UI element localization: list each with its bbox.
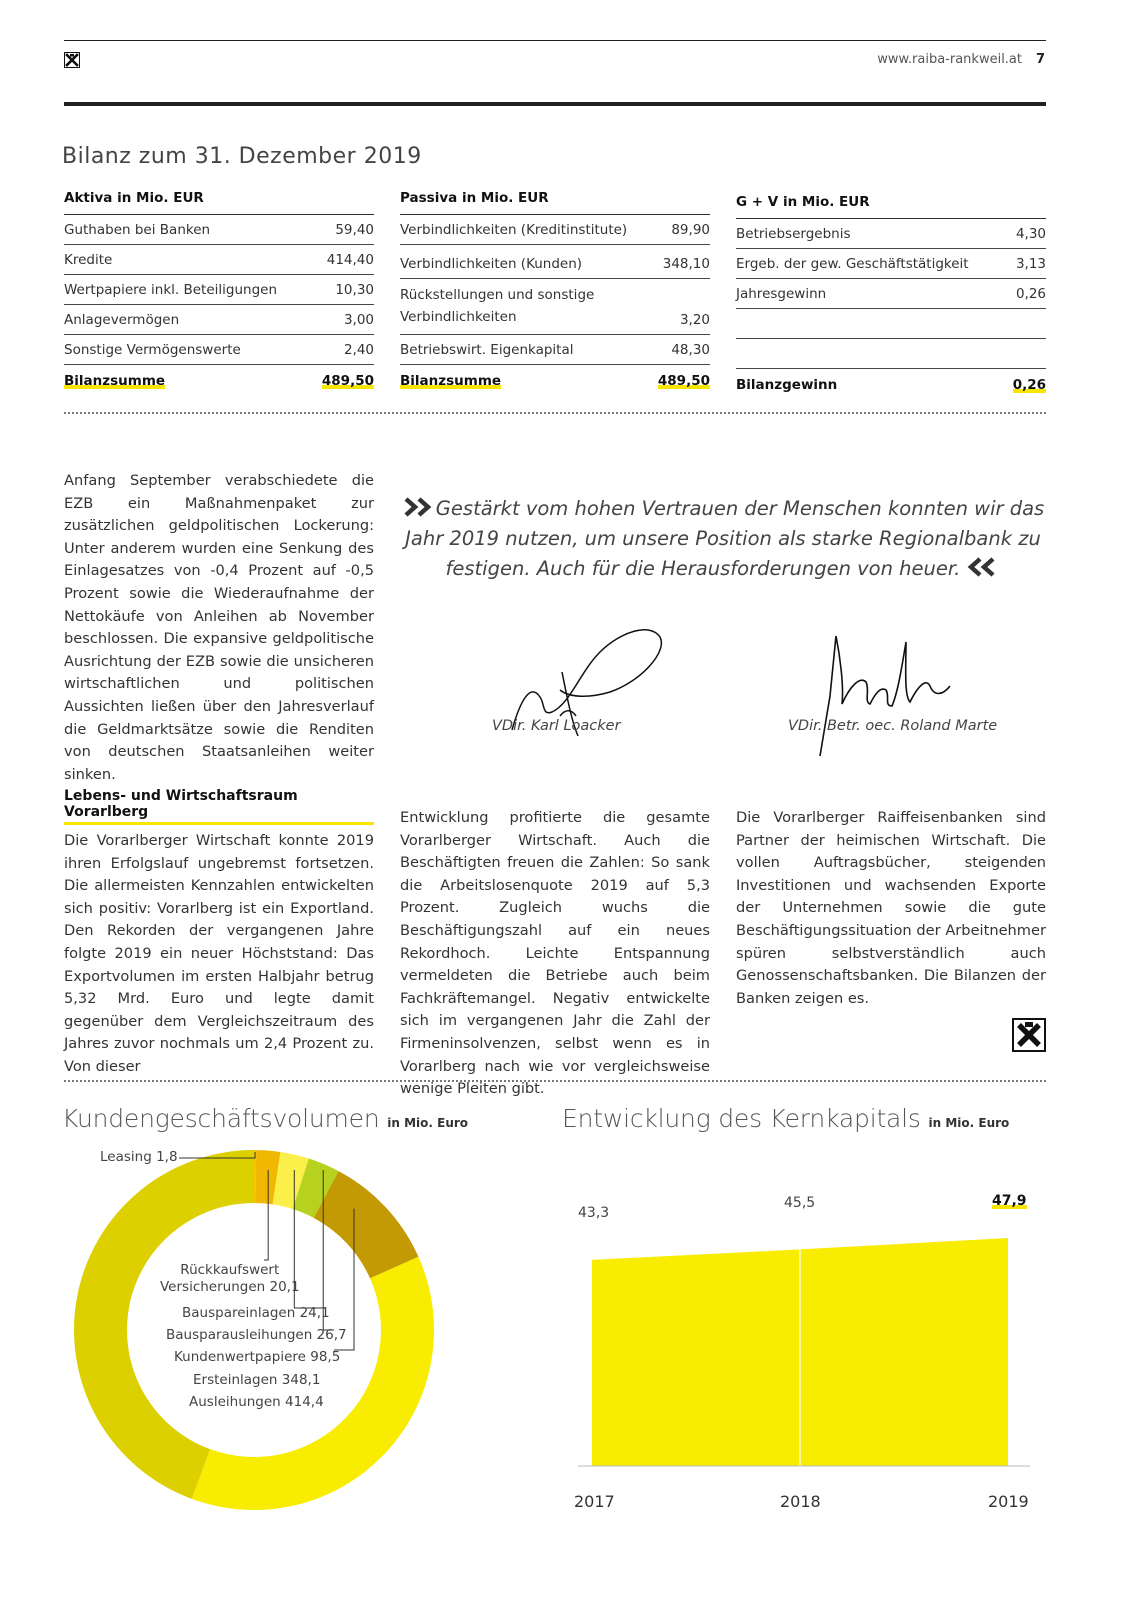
- signature-marte: [810, 626, 960, 760]
- body-column-3: Die Vorarlberger Raiffeisenbanken sind Partner der heimischen Wirtschaft. Die vollen Auftragsbücher, steigenden Investitionen und wachsenden Exporte der Unternehmen sowie die gute Beschäftigungssituation der Arbeitnehmer spüren selbstverständlich auch Genossenschaftsbanken. Die Bilanzen der Banken zeigen es.: [736, 809, 1046, 1007]
- raiffeisen-logo-icon: [64, 52, 80, 68]
- row-value: 59,40: [335, 222, 374, 238]
- header-top-rule: [64, 40, 1046, 41]
- total-row: [736, 369, 1046, 399]
- row-label: Verbindlichkeiten (Kunden): [400, 256, 583, 272]
- total-value: 489,50: [321, 373, 374, 389]
- donut-label-ausleihungen: Ausleihungen 414,4: [189, 1394, 324, 1410]
- row-label: Wertpapiere inkl. Beteiligungen: [64, 282, 278, 298]
- table-row: [400, 279, 710, 335]
- donut-label-leasing: Leasing 1,8: [100, 1149, 178, 1165]
- row-label-line1: Rückstellungen und sonstige: [400, 287, 595, 303]
- table-row: [64, 275, 374, 305]
- area-value-2018: 45,5: [784, 1195, 816, 1211]
- total-row: [64, 365, 374, 395]
- row-value: 348,10: [662, 256, 710, 272]
- area-unit: in Mio. Euro: [928, 1116, 1010, 1130]
- row-value: 3,00: [343, 312, 374, 328]
- signature-name-left: VDir. Karl Loacker: [492, 718, 621, 734]
- page-number: 7: [1036, 52, 1046, 67]
- table-row: [736, 219, 1046, 249]
- total-label: Bilanzsumme: [400, 373, 502, 389]
- area-value-2019: 47,9: [992, 1193, 1027, 1209]
- section-heading: Lebens- und Wirtschaftsraum Vorarlberg: [64, 788, 374, 825]
- table-row: [400, 215, 710, 245]
- row-label: Ergeb. der gew. Geschäftstätigkeit: [736, 256, 969, 272]
- row-value: 3,20: [679, 312, 710, 328]
- signature-name-right: VDir. Betr. oec. Roland Marte: [788, 718, 998, 734]
- rueckkaufswert-line1: Rückkaufswert: [180, 1262, 280, 1278]
- donut-label-bauspareinlagen: Bauspareinlagen 24,1: [182, 1305, 330, 1321]
- row-value: 0,26: [1015, 286, 1046, 302]
- donut-label-rueckkaufswert: [160, 1262, 300, 1296]
- donut-unit: in Mio. Euro: [387, 1116, 469, 1130]
- table-row: [64, 335, 374, 365]
- table-row: [400, 335, 710, 365]
- row-label: [400, 284, 594, 328]
- row-label-line2: Verbindlichkeiten: [400, 309, 517, 325]
- guv-table: [736, 194, 1046, 399]
- aktiva-table: [64, 190, 374, 395]
- table-row: [736, 249, 1046, 279]
- header-thick-rule: [64, 102, 1046, 106]
- quote-open-icon: [402, 496, 436, 518]
- x-tick-2019: 2019: [988, 1492, 1029, 1511]
- table-row: [64, 215, 374, 245]
- guv-heading: G + V in Mio. EUR: [736, 194, 1046, 219]
- divider-dotted: [64, 412, 1046, 414]
- header-url[interactable]: www.raiba-rankweil.at: [877, 52, 1022, 67]
- quote-text: Gestärkt vom hohen Vertrauen der Menschen konnten wir das Jahr 2019 nutzen, um unsere Position als starke Regionalbank zu festigen. Auch für die Herausforderungen von heuer.: [405, 497, 1045, 580]
- total-row: [400, 365, 710, 395]
- row-value: 48,30: [671, 342, 710, 358]
- donut-chart-title: [62, 1104, 468, 1133]
- passiva-table: [400, 190, 710, 395]
- row-label: Guthaben bei Banken: [64, 222, 211, 238]
- table-row: [400, 245, 710, 279]
- area-title-text: Entwicklung des Kernkapitals: [562, 1104, 921, 1133]
- table-row: [64, 245, 374, 275]
- divider-dotted: [64, 1080, 1046, 1082]
- row-value: 10,30: [335, 282, 374, 298]
- area-chart-title: [562, 1104, 1009, 1133]
- intro-paragraph: Anfang September verabschiedete die EZB ein Maßnahmenpaket zur zusätzlichen geldpolitischen Lockerung: Unter anderem wurden eine Senkung des Einlagesatzes von -0,4 Prozent auf -0,5 Prozent sowie die Wiederaufnahme der Nettokäufe von Anleihen ab November beschlossen. Die expansive geldpolitische Ausrichtung der EZB sowie die unsicheren wirtschaftlichen und politischen Aussichten ließen über den Jahresverlauf die Geldmarktsätze sowie die Renditen von deutschen Staatsanleihen weiter sinken.: [64, 472, 374, 783]
- table-row: [736, 279, 1046, 309]
- pull-quote: [400, 494, 1046, 584]
- donut-label-bausparausleihungen: Bausparausleihungen 26,7: [166, 1327, 347, 1343]
- page-title: Bilanz zum 31. Dezember 2019: [62, 144, 422, 169]
- area-chart: [560, 1180, 1050, 1480]
- total-value: 0,26: [1012, 377, 1046, 393]
- row-label: Kredite: [64, 252, 113, 268]
- donut-title-text: Kundengeschäftsvolumen: [62, 1104, 380, 1133]
- donut-slice-ausleihungen: [74, 1150, 254, 1499]
- total-label: Bilanzgewinn: [736, 377, 838, 393]
- donut-label-kundenwertpapiere: Kundenwertpapiere 98,5: [174, 1349, 341, 1365]
- total-label: Bilanzsumme: [64, 373, 166, 389]
- row-value: 2,40: [343, 342, 374, 358]
- body-column-1: Die Vorarlberger Wirtschaft konnte 2019 ihren Erfolgslauf ungebremst fortsetzen. Die allermeisten Kennzahlen entwickelten sich positiv: Vorarlberg ist ein Exportland. Den Rekorden der vergangenen Jahre folgte 2019 ein neuer Höchststand: Das Exportvolumen im ersten Halbjahr betrug 5,32 Mrd. Euro und legte damit gegenüber dem Vergleichszeitraum des Jahres zuvor nochmals um 2,4 Prozent zu. Von dieser: [64, 832, 374, 1075]
- row-value: 414,40: [326, 252, 374, 268]
- row-label: Jahresgewinn: [736, 286, 827, 302]
- area-value-2017: 43,3: [578, 1205, 610, 1221]
- row-label: Verbindlichkeiten (Kreditinstitute): [400, 222, 628, 238]
- quote-close-icon: [967, 556, 1001, 578]
- raiffeisen-logo-icon: [1012, 1018, 1046, 1052]
- rueckkaufswert-line2: Versicherungen 20,1: [160, 1279, 300, 1295]
- row-value: 3,13: [1015, 256, 1046, 272]
- passiva-heading: Passiva in Mio. EUR: [400, 190, 710, 215]
- total-value: 489,50: [657, 373, 710, 389]
- row-value: 89,90: [671, 222, 710, 238]
- donut-label-ersteinlagen: Ersteinlagen 348,1: [193, 1372, 321, 1388]
- row-value: 4,30: [1015, 226, 1046, 242]
- aktiva-heading: Aktiva in Mio. EUR: [64, 190, 374, 215]
- table-row-empty: [736, 339, 1046, 369]
- row-label: Anlagevermögen: [64, 312, 180, 328]
- row-label: Betriebswirt. Eigenkapital: [400, 342, 574, 358]
- x-tick-2017: 2017: [574, 1492, 615, 1511]
- row-label: Sonstige Vermögenswerte: [64, 342, 241, 358]
- table-row-empty: [736, 309, 1046, 339]
- table-row: [64, 305, 374, 335]
- row-label: Betriebsergebnis: [736, 226, 851, 242]
- x-tick-2018: 2018: [780, 1492, 821, 1511]
- body-column-2: Entwicklung profitierte die gesamte Vorarlberger Wirtschaft. Auch die Beschäftigten freuen die Zahlen: So sank die Arbeitslosenquote 2019 auf 5,3 Prozent. Zugleich wuchs die Beschäftigungszahl auf ein neues Rekordhoch. Leichte Entspannung vermeldeten die Betriebe auch beim Fachkräftemangel. Negativ entwickelte sich im vergangenen Jahr die Zahl der Firmeninsolvenzen, selbst wenn es in Vorarlberg nach wie vor vergleichsweise wenige Pleiten gibt.: [400, 809, 710, 1098]
